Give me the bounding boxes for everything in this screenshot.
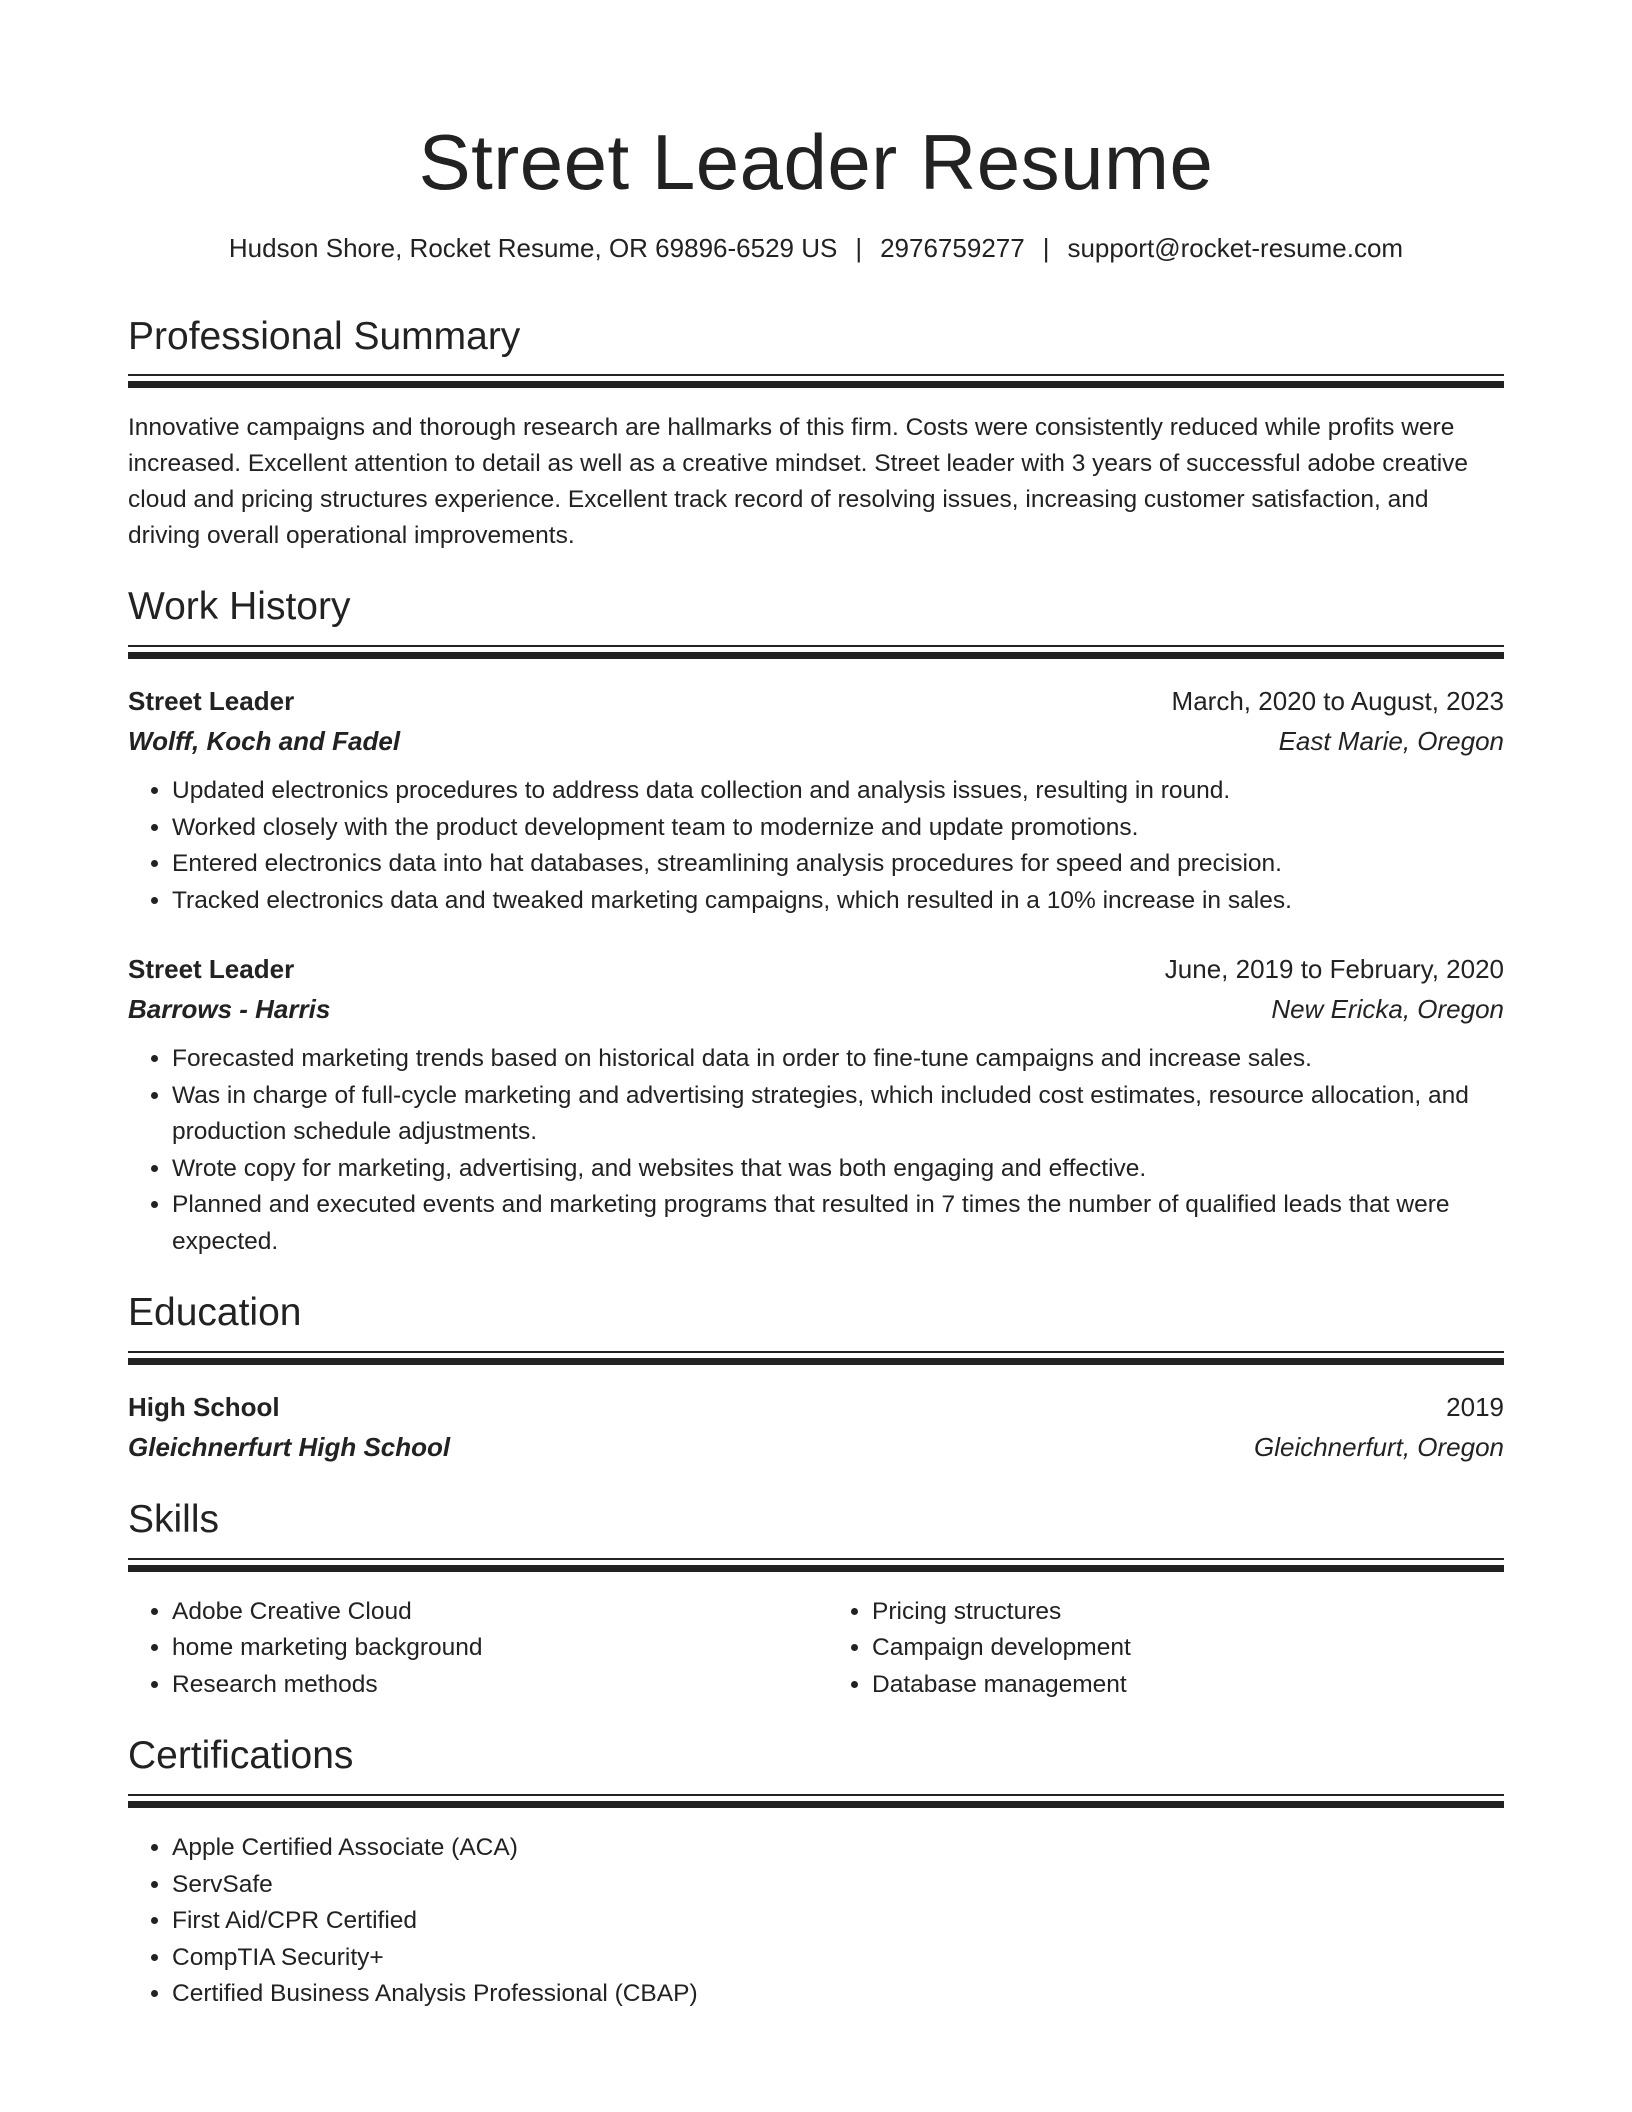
list-item: • Tracked electronics data and tweaked marketing campaigns, which resulted in a 10% increase in sales.: [172, 883, 1504, 920]
job-title: Street Leader: [128, 954, 295, 985]
job-location: New Ericka, Oregon: [1271, 994, 1504, 1025]
certification-item: • ServSafe: [172, 1867, 1504, 1904]
contact-separator: |: [855, 232, 863, 263]
skills-list-right: [828, 1594, 1504, 1704]
job-employer-row: [128, 721, 1504, 761]
certifications-section: [128, 1733, 1504, 2012]
list-item: • Updated electronics procedures to address data collection and analysis issues, resulting in round.: [172, 773, 1504, 810]
certification-item: • Apple Certified Associate (ACA): [172, 1830, 1504, 1867]
job-header: [128, 949, 1504, 989]
skills-section: [128, 1497, 1504, 1703]
job-header: [128, 681, 1504, 721]
skill-item: • Pricing structures: [872, 1594, 1504, 1631]
section-divider: [128, 645, 1504, 659]
section-heading: Skills: [128, 1497, 220, 1541]
job-entry: [128, 949, 1504, 1260]
education-degree: High School: [128, 1391, 280, 1422]
job-employer-row: [128, 989, 1504, 1029]
list-item: • Worked closely with the product development team to modernize and update promotions.: [172, 810, 1504, 847]
list-item: • Forecasted marketing trends based on historical data in order to fine-tune campaigns and increase sales.: [172, 1041, 1504, 1078]
job-company: Wolff, Koch and Fadel: [128, 726, 401, 757]
summary-section: [128, 314, 1504, 555]
contact-separator: |: [1042, 232, 1050, 263]
job-bullets: [128, 1041, 1504, 1260]
resume-title: Street Leader Resume: [418, 118, 1214, 206]
certification-item: • Certified Business Analysis Professional (CBAP): [172, 1976, 1504, 2013]
certification-item: • First Aid/CPR Certified: [172, 1903, 1504, 1940]
job-location: East Marie, Oregon: [1278, 726, 1504, 757]
education-location: Gleichnerfurt, Oregon: [1253, 1431, 1504, 1462]
list-item: • Was in charge of full-cycle marketing and advertising strategies, which included cost estimates, resource allocation, and production schedule adjustments.: [172, 1078, 1504, 1151]
section-divider: [128, 374, 1504, 388]
skill-item: • Adobe Creative Cloud: [172, 1594, 804, 1631]
list-item: • Entered electronics data into hat databases, streamlining analysis procedures for speed and precision.: [172, 846, 1504, 883]
section-heading: Certifications: [128, 1734, 354, 1778]
list-item: • Planned and executed events and marketing programs that resulted in 7 times the number of qualified leads that were expected.: [172, 1187, 1504, 1260]
contact-address: Hudson Shore, Rocket Resume, OR 69896-6529 US: [228, 232, 838, 263]
job-dates: June, 2019 to February, 2020: [1164, 954, 1504, 985]
skill-item: • Campaign development: [872, 1630, 1504, 1667]
job-bullets: [128, 773, 1504, 919]
skill-item: • Database management: [872, 1667, 1504, 1704]
education-school-row: [128, 1427, 1504, 1467]
skill-item: • Research methods: [172, 1667, 804, 1704]
education-school: Gleichnerfurt High School: [128, 1431, 451, 1462]
job-title: Street Leader: [128, 686, 295, 717]
education-year: 2019: [1446, 1391, 1504, 1422]
education-section: [128, 1290, 1504, 1467]
contact-phone: 2976759277: [880, 232, 1025, 263]
section-divider: [128, 1794, 1504, 1808]
job-entry: [128, 681, 1504, 919]
skill-item: • home marketing background: [172, 1630, 804, 1667]
job-dates: March, 2020 to August, 2023: [1171, 686, 1504, 717]
list-item: • Wrote copy for marketing, advertising, and websites that was both engaging and effective.: [172, 1151, 1504, 1188]
skills-list-left: [128, 1594, 804, 1704]
section-divider: [128, 1351, 1504, 1365]
certifications-list: [128, 1830, 1504, 2013]
section-heading: Work History: [128, 585, 351, 629]
education-header: [128, 1387, 1504, 1427]
section-divider: [128, 1558, 1504, 1572]
contact-email: support@rocket-resume.com: [1067, 232, 1404, 263]
section-heading: Education: [128, 1291, 302, 1335]
contact-line: [128, 232, 1504, 266]
job-company: Barrows - Harris: [128, 994, 331, 1025]
section-heading: Professional Summary: [128, 314, 521, 358]
work-history-section: [128, 584, 1504, 1260]
skills-grid: [128, 1594, 1504, 1704]
summary-text: Innovative campaigns and thorough research are hallmarks of this firm. Costs were consistently reduced while profits were increased. Excellent attention to detail as well as a creative mindset. Street leader with 3 years of successful adobe creative cloud and pricing structures experience. Excellent track record of resolving issues, increasing customer satisfaction, and driving overall operational improvements.: [128, 414, 1469, 550]
certification-item: • CompTIA Security+: [172, 1940, 1504, 1977]
